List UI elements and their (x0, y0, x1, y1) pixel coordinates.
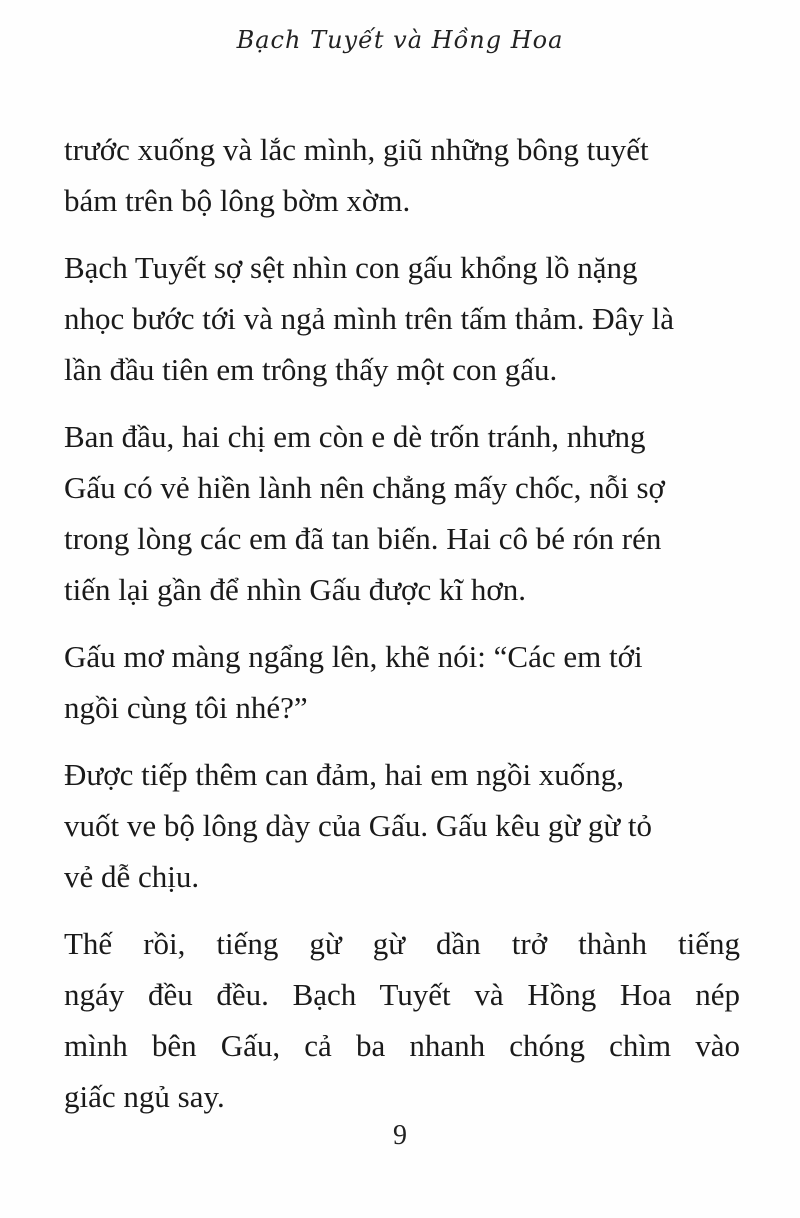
text-line: giấc ngủ say. (64, 1079, 225, 1114)
page-number: 9 (393, 1120, 407, 1151)
paragraph-4 (64, 631, 740, 733)
text-line: Được tiếp thêm can đảm, hai em ngồi xuống, (64, 757, 625, 792)
paragraph-1 (64, 124, 740, 226)
text-line: nhọc bước tới và ngả mình trên tấm thảm. Đây là (64, 301, 675, 336)
text-line: mình bên Gấu, cả ba nhanh chóng chìm vào (64, 1028, 740, 1063)
body-text (64, 124, 740, 1138)
text-line: Gấu mơ màng ngẩng lên, khẽ nói: “Các em tới (64, 639, 643, 674)
text-line: vuốt ve bộ lông dày của Gấu. Gấu kêu gừ gừ tỏ (64, 808, 653, 843)
text-line: ngồi cùng tôi nhé?” (64, 690, 308, 725)
text-line: bám trên bộ lông bờm xờm. (64, 183, 411, 218)
paragraph-2 (64, 242, 740, 395)
text-line: ngáy đều đều. Bạch Tuyết và Hồng Hoa nép (64, 977, 740, 1012)
text-line: lần đầu tiên em trông thấy một con gấu. (64, 352, 558, 387)
text-line: tiến lại gần để nhìn Gấu được kĩ hơn. (64, 572, 526, 607)
text-line: Ban đầu, hai chị em còn e dè trốn tránh, nhưng (64, 419, 646, 454)
paragraph-5 (64, 749, 740, 902)
paragraph-6 (64, 918, 740, 1122)
paragraph-3 (64, 411, 740, 615)
text-line: vẻ dễ chịu. (64, 859, 200, 894)
text-line: Bạch Tuyết sợ sệt nhìn con gấu khổng lồ nặng (64, 250, 638, 285)
running-header: Bạch Tuyết và Hồng Hoa (236, 26, 564, 54)
text-line: Gấu có vẻ hiền lành nên chẳng mấy chốc, nỗi sợ (64, 470, 665, 505)
text-line: trước xuống và lắc mình, giũ những bông tuyết (64, 132, 649, 167)
text-line: Thế rồi, tiếng gừ gừ dần trở thành tiếng (64, 926, 740, 961)
text-line: trong lòng các em đã tan biến. Hai cô bé rón rén (64, 521, 662, 556)
